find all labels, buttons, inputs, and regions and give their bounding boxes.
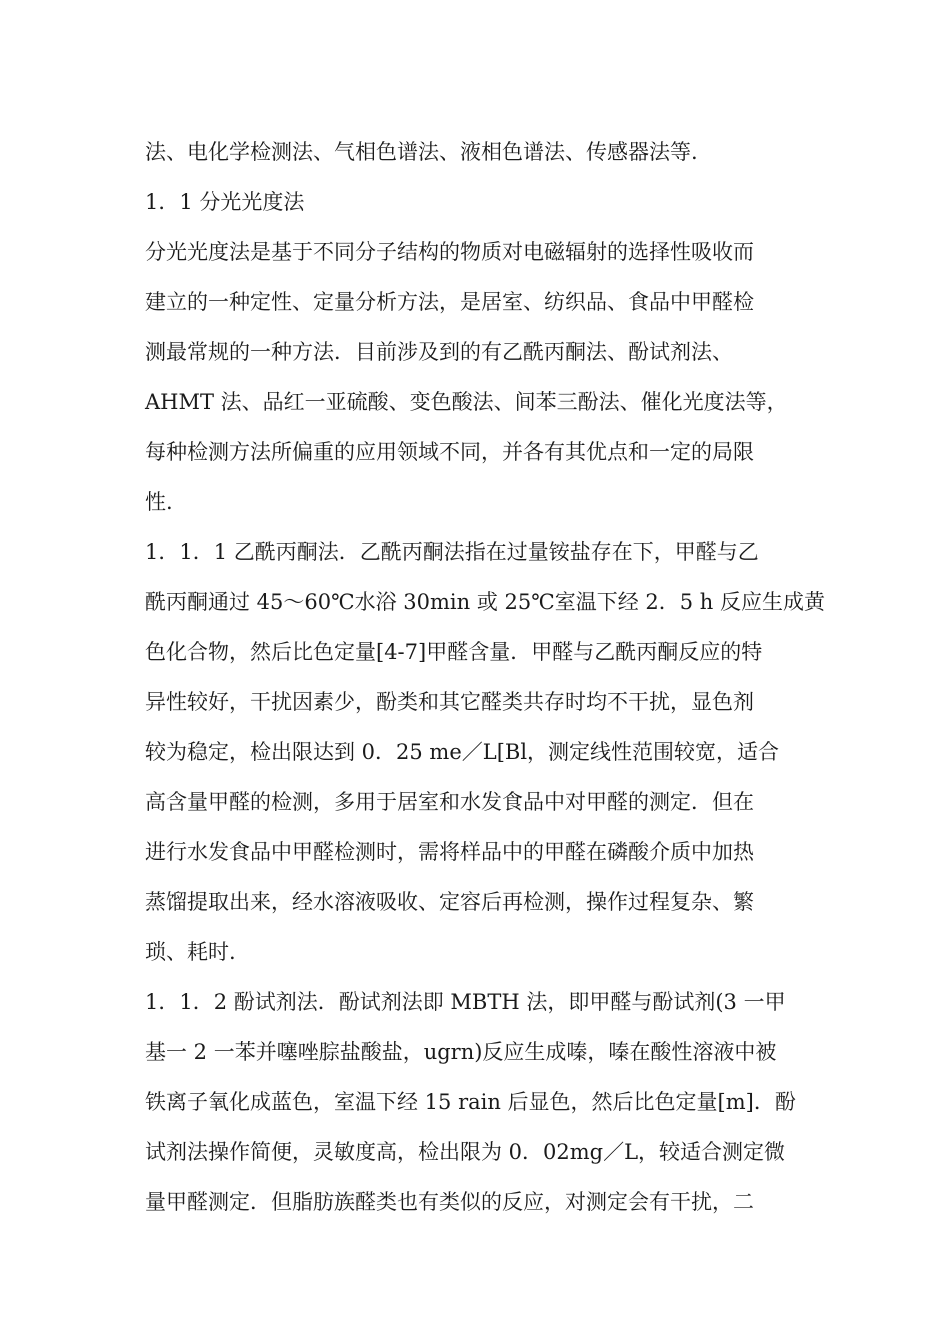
text-line: 酰丙酮通过 45～60℃水浴 30min 或 25℃室温下经 2．5 h 反应生成黄 bbox=[145, 590, 825, 614]
text-line: 测最常规的一种方法．目前涉及到的有乙酰丙酮法、酚试剂法、 bbox=[145, 340, 733, 364]
text-line: 试剂法操作简便，灵敏度高，检出限为 0．02mg／L，较适合测定微 bbox=[145, 1140, 786, 1164]
text-line: 法、电化学检测法、气相色谱法、液相色谱法、传感器法等. bbox=[145, 140, 698, 164]
text-line: 建立的一种定性、定量分析方法，是居室、纺织品、食品中甲醛检 bbox=[145, 290, 754, 314]
text-line: 量甲醛测定．但脂肪族醛类也有类似的反应，对测定会有干扰，二 bbox=[145, 1190, 754, 1214]
text-line: 基一 2 一苯并噻唑腙盐酸盐，ugrn)反应生成嗪，嗪在酸性溶液中被 bbox=[145, 1040, 777, 1064]
text-line: 进行水发食品中甲醛检测时，需将样品中的甲醛在磷酸介质中加热 bbox=[145, 840, 754, 864]
text-line: 1．1．2 酚试剂法．酚试剂法即 MBTH 法，即甲醛与酚试剂(3 一甲 bbox=[145, 990, 786, 1014]
text-line: 色化合物，然后比色定量[4-7]甲醛含量．甲醛与乙酰丙酮反应的特 bbox=[145, 640, 763, 664]
section-heading: 1．1 分光光度法 bbox=[145, 190, 305, 214]
text-line: 性. bbox=[145, 490, 173, 514]
text-line: 蒸馏提取出来，经水溶液吸收、定容后再检测，操作过程复杂、繁 bbox=[145, 890, 754, 914]
text-line: 较为稳定，检出限达到 0．25 me／L[Bl，测定线性范围较宽，适合 bbox=[145, 740, 780, 764]
text-line: 琐、耗时. bbox=[145, 940, 236, 964]
text-line: 每种检测方法所偏重的应用领域不同，并各有其优点和一定的局限 bbox=[145, 440, 754, 464]
text-line: 异性较好，干扰因素少，酚类和其它醛类共存时均不干扰，显色剂 bbox=[145, 690, 754, 714]
text-line: 1．1．1 乙酰丙酮法．乙酰丙酮法指在过量铵盐存在下，甲醛与乙 bbox=[145, 540, 759, 564]
text-line: 高含量甲醛的检测，多用于居室和水发食品中对甲醛的测定．但在 bbox=[145, 790, 754, 814]
text-line: AHMT 法、品红一亚硫酸、变色酸法、间苯三酚法、催化光度法等， bbox=[145, 390, 788, 414]
text-line: 分光光度法是基于不同分子结构的物质对电磁辐射的选择性吸收而 bbox=[145, 240, 754, 264]
text-line: 铁离子氧化成蓝色，室温下经 15 rain 后显色，然后比色定量[m]．酚 bbox=[145, 1090, 796, 1114]
